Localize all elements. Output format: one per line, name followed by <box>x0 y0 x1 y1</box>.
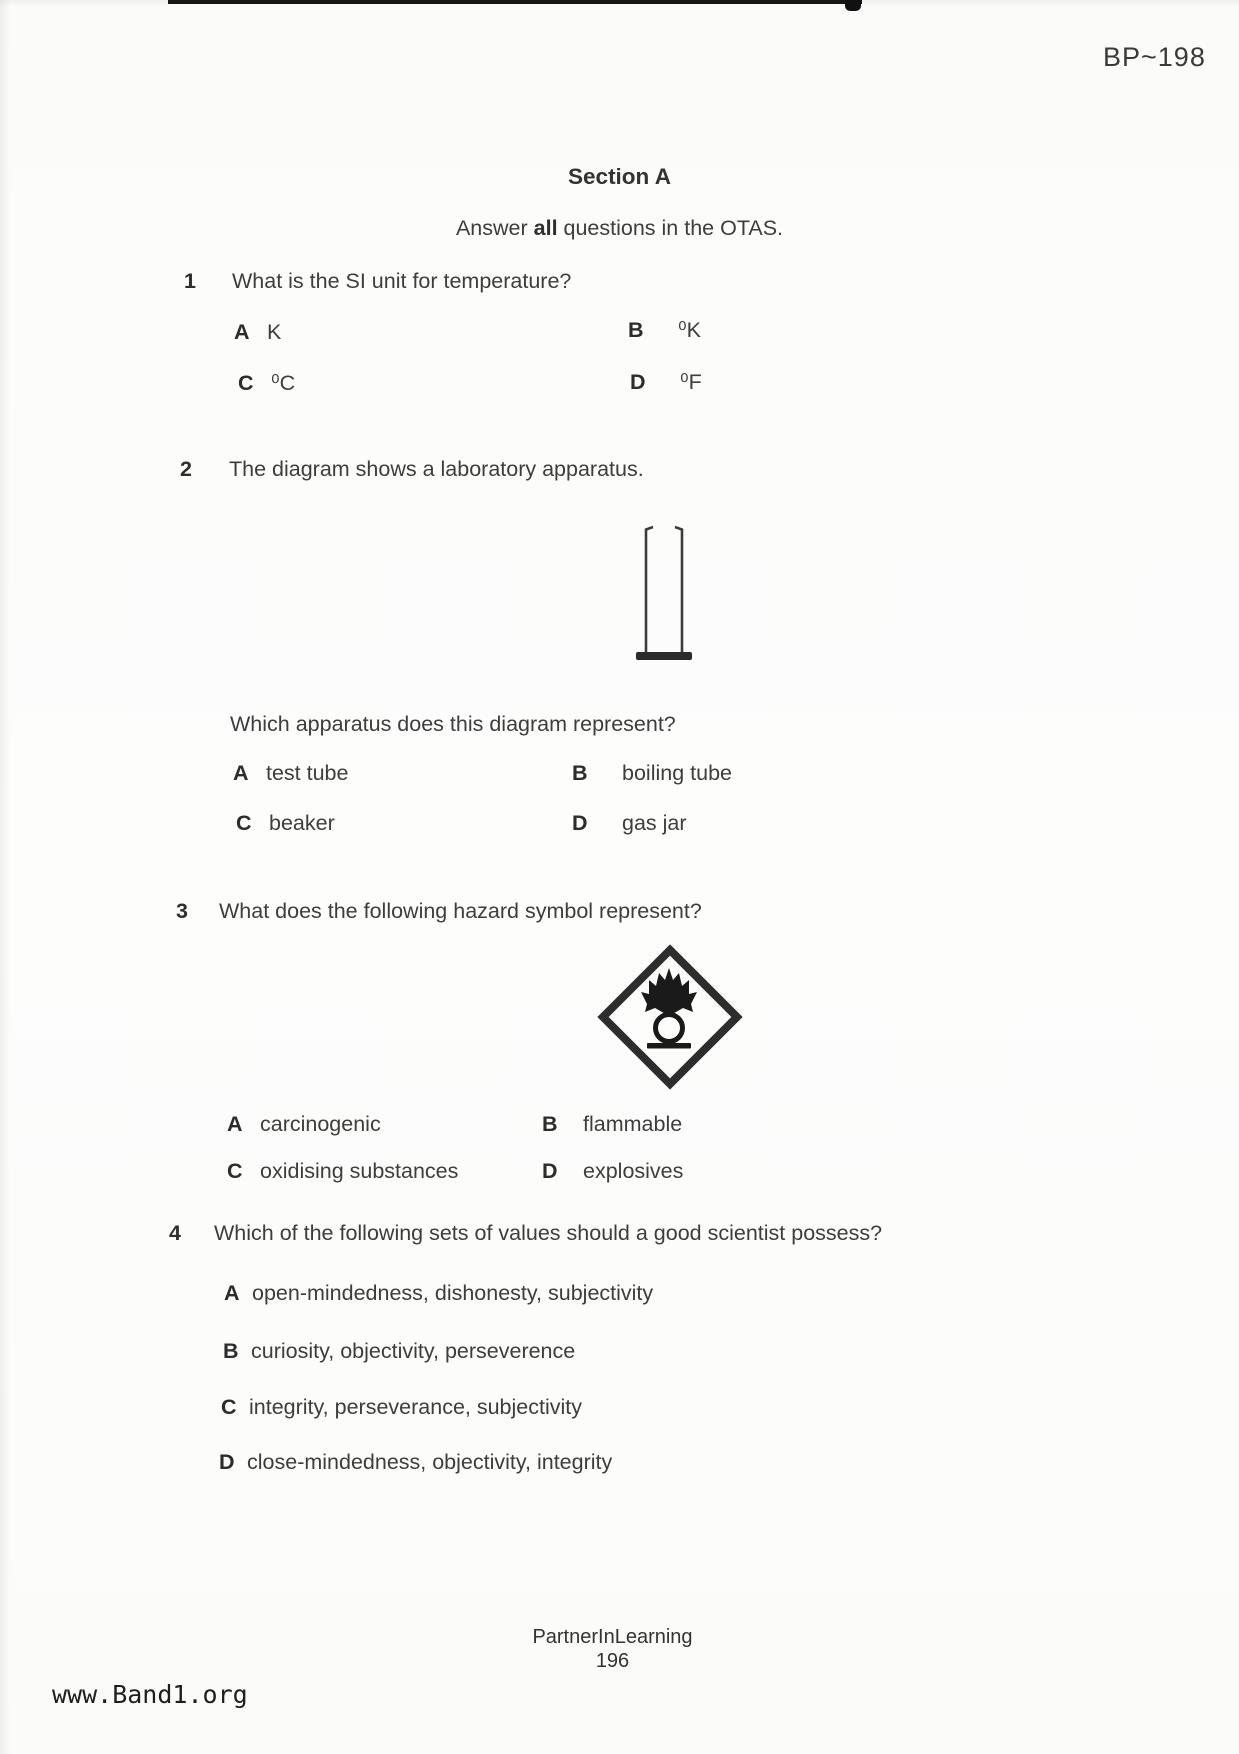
question-2-text: The diagram shows a laboratory apparatus. <box>229 457 644 481</box>
option-letter: A <box>224 1281 240 1305</box>
option-letter: B <box>572 761 588 785</box>
scan-edge-shade <box>0 0 10 1754</box>
option-letter: B <box>223 1339 239 1363</box>
gas-jar-diagram <box>628 518 700 670</box>
section-title: Section A <box>568 164 671 189</box>
option-letter: C <box>236 811 252 835</box>
question-2-option-a <box>233 761 348 786</box>
instructions-prefix: Answer <box>455 216 534 240</box>
option-letter: B <box>628 318 644 342</box>
option-label: open-mindedness, dishonesty, subjectivity <box>252 1281 654 1305</box>
question-3-option-d <box>542 1159 683 1184</box>
question-2-subtext: Which apparatus does this diagram represent? <box>230 712 676 736</box>
option-label: gas jar <box>622 811 687 835</box>
option-label: ⁰K <box>678 318 701 342</box>
option-label: curiosity, objectivity, perseverence <box>251 1339 576 1363</box>
option-label: explosives <box>583 1159 684 1183</box>
scan-artifact-line <box>168 0 862 4</box>
question-3-option-c <box>227 1159 458 1184</box>
option-letter: A <box>234 320 250 344</box>
question-4-option-b <box>223 1339 575 1364</box>
question-2-number: 2 <box>180 457 192 481</box>
instructions-suffix: questions in the OTAS. <box>557 216 784 240</box>
option-letter: D <box>219 1450 235 1474</box>
option-label: flammable <box>583 1112 683 1136</box>
option-label: close-mindedness, objectivity, integrity <box>247 1450 613 1474</box>
doc-code: BP~198 <box>1103 42 1206 72</box>
oxidising-hazard-symbol-icon <box>595 942 745 1092</box>
question-1-option-c <box>238 371 295 396</box>
option-letter: D <box>630 370 646 394</box>
option-label: test tube <box>266 761 349 785</box>
option-letter: A <box>227 1112 243 1136</box>
option-letter: A <box>233 761 249 785</box>
option-label: ⁰C <box>271 371 296 395</box>
question-4-text: Which of the following sets of values should a good scientist possess? <box>214 1221 883 1245</box>
footer <box>0 1625 1225 1673</box>
option-letter: B <box>542 1112 558 1136</box>
option-label: K <box>267 320 282 344</box>
watermark-url: www.Band1.org <box>52 1680 248 1709</box>
option-letter: C <box>238 371 254 395</box>
option-label: integrity, perseverance, subjectivity <box>249 1395 582 1419</box>
scan-artifact-blob <box>845 0 861 11</box>
question-2-option-c <box>236 811 335 836</box>
question-3-text: What does the following hazard symbol represent? <box>219 899 702 923</box>
option-label: boiling tube <box>622 761 732 785</box>
option-letter: C <box>227 1159 243 1183</box>
question-1-option-d <box>630 370 702 395</box>
question-2-option-d <box>572 811 687 836</box>
option-letter: D <box>542 1159 558 1183</box>
option-label: beaker <box>269 811 335 835</box>
question-1-number: 1 <box>184 269 196 293</box>
option-label: carcinogenic <box>260 1112 381 1136</box>
option-letter: C <box>221 1395 237 1419</box>
question-1-text: What is the SI unit for temperature? <box>232 269 572 293</box>
question-2-option-b <box>572 761 732 786</box>
option-label: ⁰F <box>680 370 702 394</box>
question-4-option-c <box>221 1395 582 1420</box>
instructions <box>0 216 1239 241</box>
question-3-option-b <box>542 1112 682 1137</box>
option-label: oxidising substances <box>260 1159 459 1183</box>
option-letter: D <box>572 811 588 835</box>
question-1-option-a <box>234 320 281 345</box>
question-3-number: 3 <box>176 899 188 923</box>
question-4-option-d <box>219 1450 612 1475</box>
question-3-option-a <box>227 1112 381 1137</box>
footer-page-number: 196 <box>595 1650 630 1672</box>
footer-brand: PartnerInLearning <box>532 1626 693 1648</box>
question-1-option-b <box>628 318 701 343</box>
question-4-number: 4 <box>169 1221 181 1245</box>
instructions-bold-word: all <box>533 216 558 240</box>
question-4-option-a <box>224 1281 653 1306</box>
